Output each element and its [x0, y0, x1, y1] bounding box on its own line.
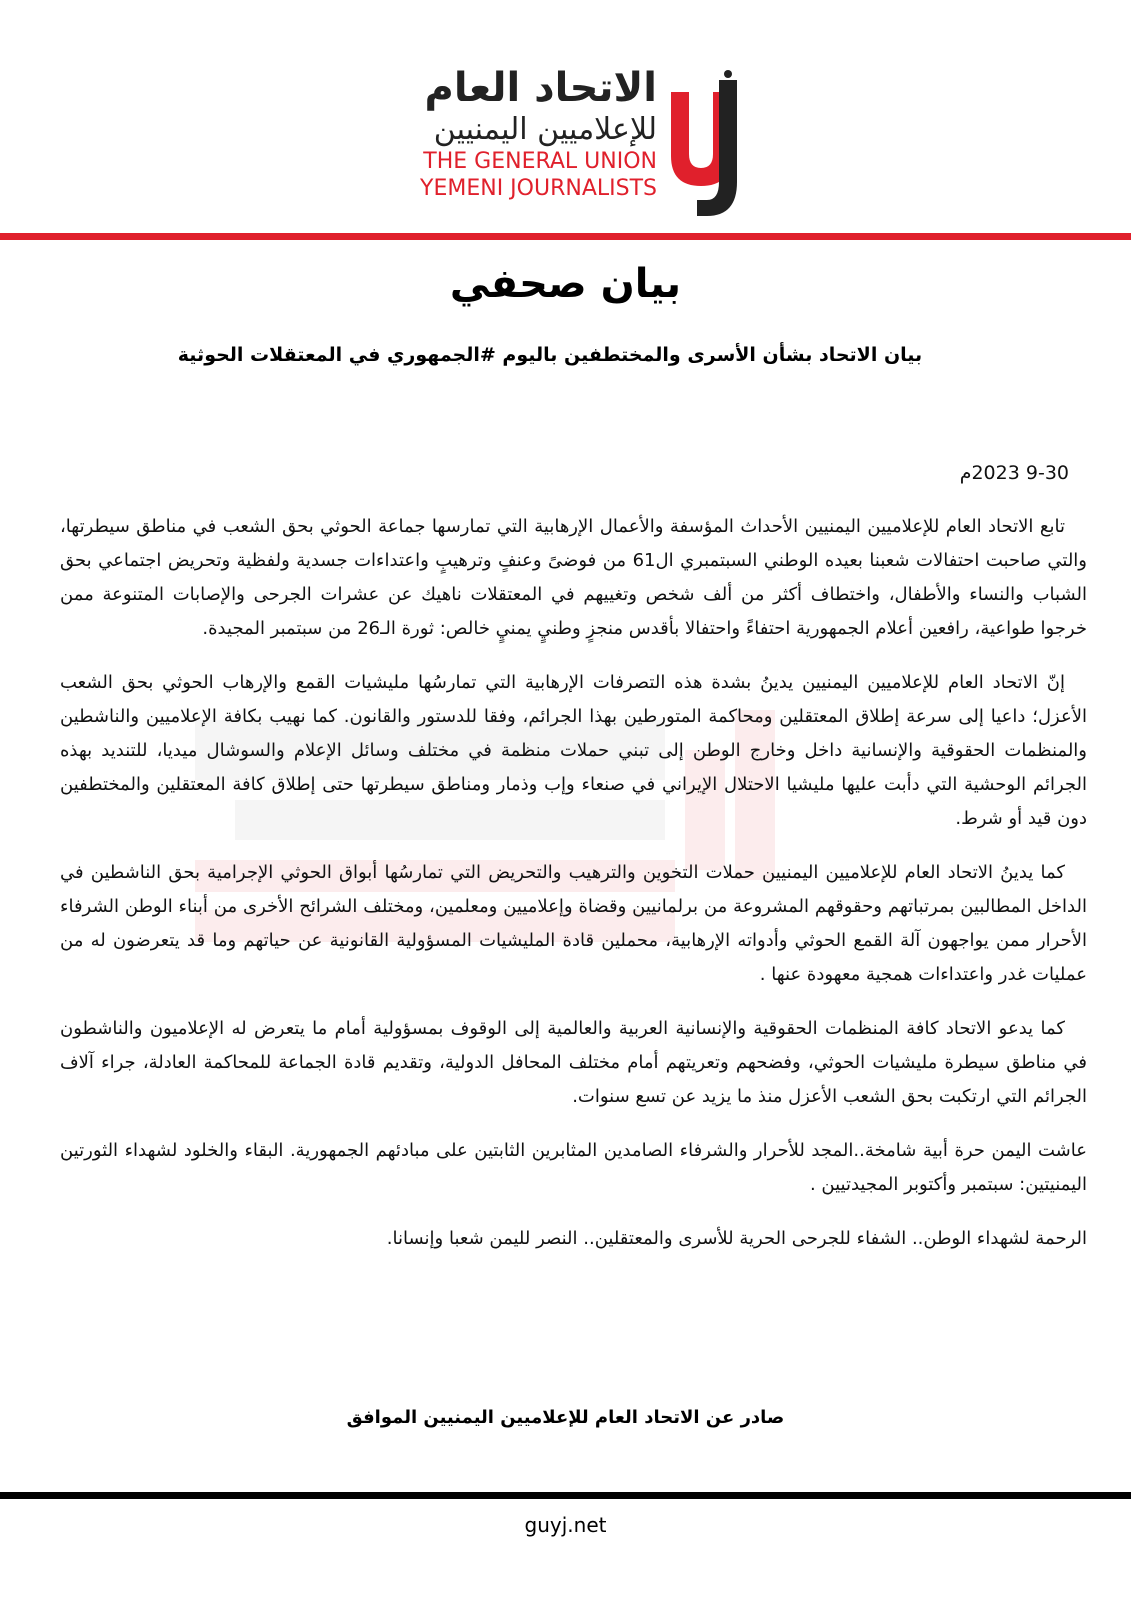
- body-paragraph: كما يدعو الاتحاد كافة المنظمات الحقوقية والإنسانية العربية والعالمية إلى الوقوف بمسؤولية أمام ما يتعرض له الإعلاميون والناشطون في مناطق سيطرة مليشيات الحوثي، وفضحهم وتعريتهم أمام مختلف المحافل الدولية، وتقديم قادة الجماعة للمحاكمة العادلة، جراء آلاف الجرائم التي ارتكبت بحق الشعب الأعزل منذ ما يزيد عن تسع سنوات.: [60, 1018, 1087, 1107]
- logo-english-line2: YEMENI JOURNALISTS: [420, 176, 657, 201]
- body-paragraph: عاشت اليمن حرة أبية شامخة..المجد للأحرار والشرفاء الصامدين المثابرين الثابتين على مبادئهم الجمهورية. البقاء والخلود لشهداء الثورتين اليمنيتين: سبتمبر وأكتوبر المجيدتيين .: [60, 1140, 1087, 1195]
- union-logo-text: [397, 64, 657, 202]
- document-subtitle: بيان الاتحاد بشأن الأسرى والمختطفين باليوم #الجمهوري في المعتقلات الحوثية: [177, 344, 923, 366]
- footer-divider: [0, 1492, 1131, 1499]
- document-body: [60, 510, 1087, 1276]
- body-paragraph: كما يدينُ الاتحاد العام للإعلاميين اليمنيين حملات التخوين والترهيب والتحريض التي تمارسُها أبواق الحوثي الإجرامية بحق الناشطين في الداخل المطالبين بمرتباتهم وحقوقهم المشروعة من برلمانيين وقضاة وإعلاميين ومعلمين، ومختلف الشرائح الأخرى من أبناء الوطن الشرفاء الأحرار ممن يواجهون آلة القمع الحوثي وأدواته الإرهابية، محملين قادة المليشيات المسؤولية القانونية عن حياتهم وما قد يتعرضون له من عمليات غدر واعتداءات همجية معهودة عنها .: [60, 862, 1087, 985]
- document-title: بيان صحفي: [449, 261, 682, 307]
- header-divider: [0, 233, 1131, 240]
- logo-english-line1: THE GENERAL UNION: [423, 149, 657, 174]
- body-paragraph: تابع الاتحاد العام للإعلاميين اليمنيين الأحداث المؤسفة والأعمال الإرهابية التي تمارسها جماعة الحوثي بحق الشعب في مناطق سيطرتها، والتي صاحبت احتفالات شعبنا بعيده الوطني السبتمبري ال61 من فوضىً وعنفٍ وترهيبٍ واعتداءات جسدية ولفظية وتحريض اجتماعي بحق الشباب والنساء والأطفال، واختطاف أكثر من ألف شخص وتغييهم في المعتقلات ناهيك عن عشرات الجرحى والإصابات المتنوعة ممن خرجوا طواعية، رافعين أعلام الجمهورية احتفاءً واحتفالا بأقدس منجزٍ وطنيٍ يمنيٍ خالص: ثورة الـ26 من سبتمبر المجيدة.: [60, 516, 1087, 639]
- union-logo-mark-icon: [667, 70, 745, 220]
- union-logo: [405, 64, 745, 224]
- footer-website-link[interactable]: guyj.net: [524, 1513, 607, 1537]
- document-date: 9-30 2023م: [959, 462, 1069, 484]
- logo-arabic-line1: الاتحاد العام: [424, 65, 657, 111]
- body-paragraph: الرحمة لشهداء الوطن.. الشفاء للجرحى الحرية للأسرى والمعتقلين.. النصر لليمن شعبا وإنسانا.: [386, 1228, 1087, 1249]
- body-paragraph: إنّ الاتحاد العام للإعلاميين اليمنيين يدينُ بشدة هذه التصرفات الإرهابية التي تمارسُها مليشيات القمع والإرهاب الحوثي بحق الشعب الأعزل؛ داعيا إلى سرعة إطلاق المعتقلين ومحاكمة المتورطين بهذا الجرائم، وفقا للدستور والقانون. كما نهيب بكافة الإعلاميين والناشطين والمنظمات الحقوقية والإنسانية داخل وخارج الوطن إلى تبني حملات منظمة في مختلف وسائل الإعلام والسوشال ميديا، للتنديد بهذه الجرائم الوحشية التي دأبت عليها مليشيا الاحتلال الإيراني في صنعاء وإب وذمار ومناطق سيطرتها حتى إطلاق كافة المعتقلين والمختطفين دون قيد أو شرط.: [60, 672, 1087, 829]
- logo-arabic-line2: للإعلاميين اليمنيين: [433, 112, 657, 147]
- document-signature: صادر عن الاتحاد العام للإعلاميين اليمنيين الموافق: [346, 1407, 785, 1428]
